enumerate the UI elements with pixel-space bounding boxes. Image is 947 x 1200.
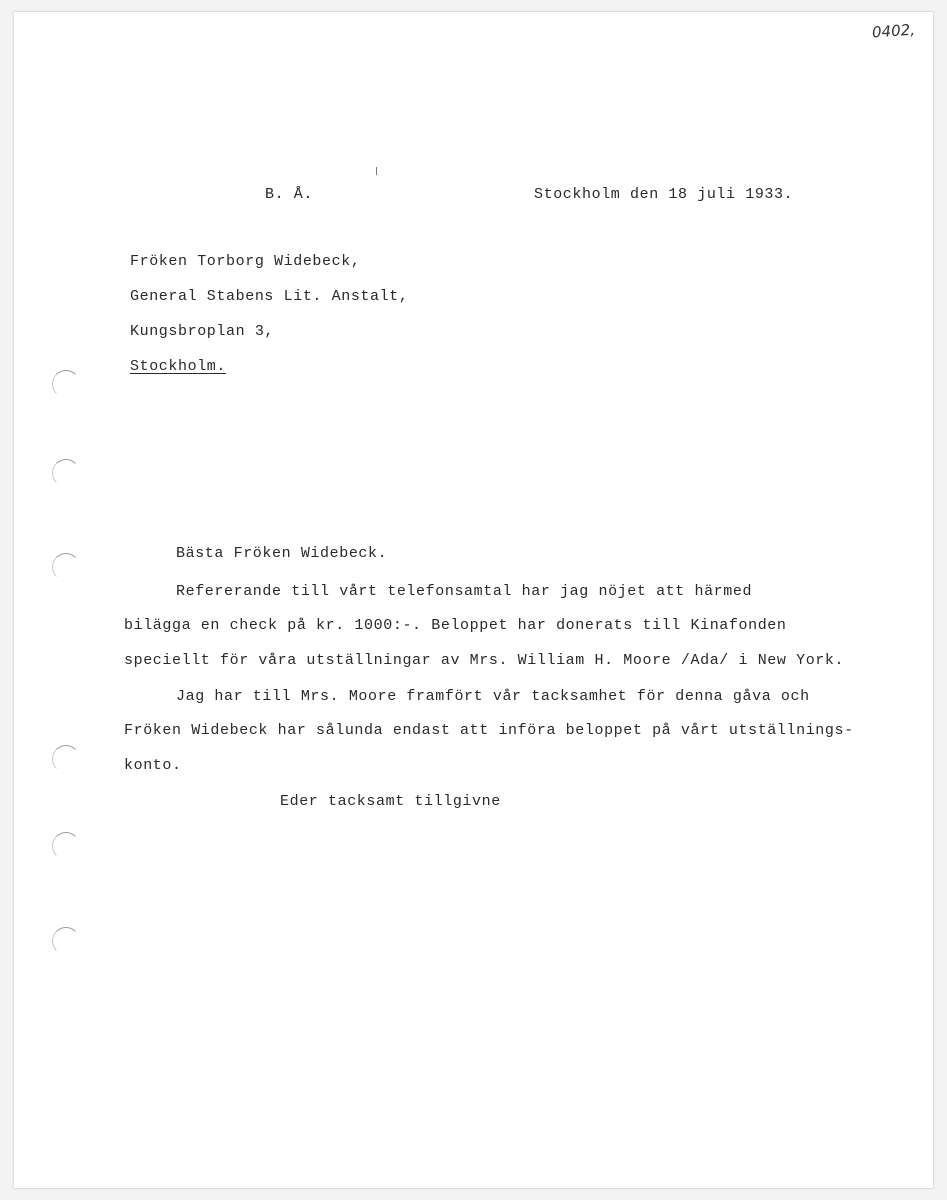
recipient-city: Stockholm. — [130, 358, 227, 375]
recipient-name: Fröken Torborg Widebeck, — [130, 253, 361, 270]
body-line: Fröken Widebeck har sålunda endast att införa beloppet på vårt utställnings- — [124, 722, 854, 739]
body-line: Jag har till Mrs. Moore framfört vår tacksamhet för denna gåva och — [176, 688, 810, 705]
body-line: konto. — [124, 757, 182, 774]
punch-hole — [52, 553, 80, 581]
recipient-street: Kungsbroplan 3, — [130, 323, 275, 340]
punch-hole — [52, 927, 80, 955]
closing: Eder tacksamt tillgivne — [280, 793, 501, 810]
punch-hole — [52, 832, 80, 860]
letter-page — [14, 12, 933, 1188]
body-line: speciellt för våra utställningar av Mrs. William H. Moore /Ada/ i New York. — [124, 652, 845, 669]
archive-number: 0402, — [871, 20, 916, 42]
punch-hole — [52, 459, 80, 487]
recipient-organization: General Stabens Lit. Anstalt, — [130, 288, 409, 305]
punch-hole — [52, 745, 80, 773]
paper-mark — [376, 167, 377, 175]
reference-initials: B. Å. — [265, 186, 314, 203]
place-and-date: Stockholm den 18 juli 1933. — [534, 186, 794, 203]
salutation: Bästa Fröken Widebeck. — [176, 545, 388, 562]
punch-hole — [52, 370, 80, 398]
body-line: Refererande till vårt telefonsamtal har jag nöjet att härmed — [176, 583, 753, 600]
body-line: bilägga en check på kr. 1000:-. Beloppet har donerats till Kinafonden — [124, 617, 787, 634]
